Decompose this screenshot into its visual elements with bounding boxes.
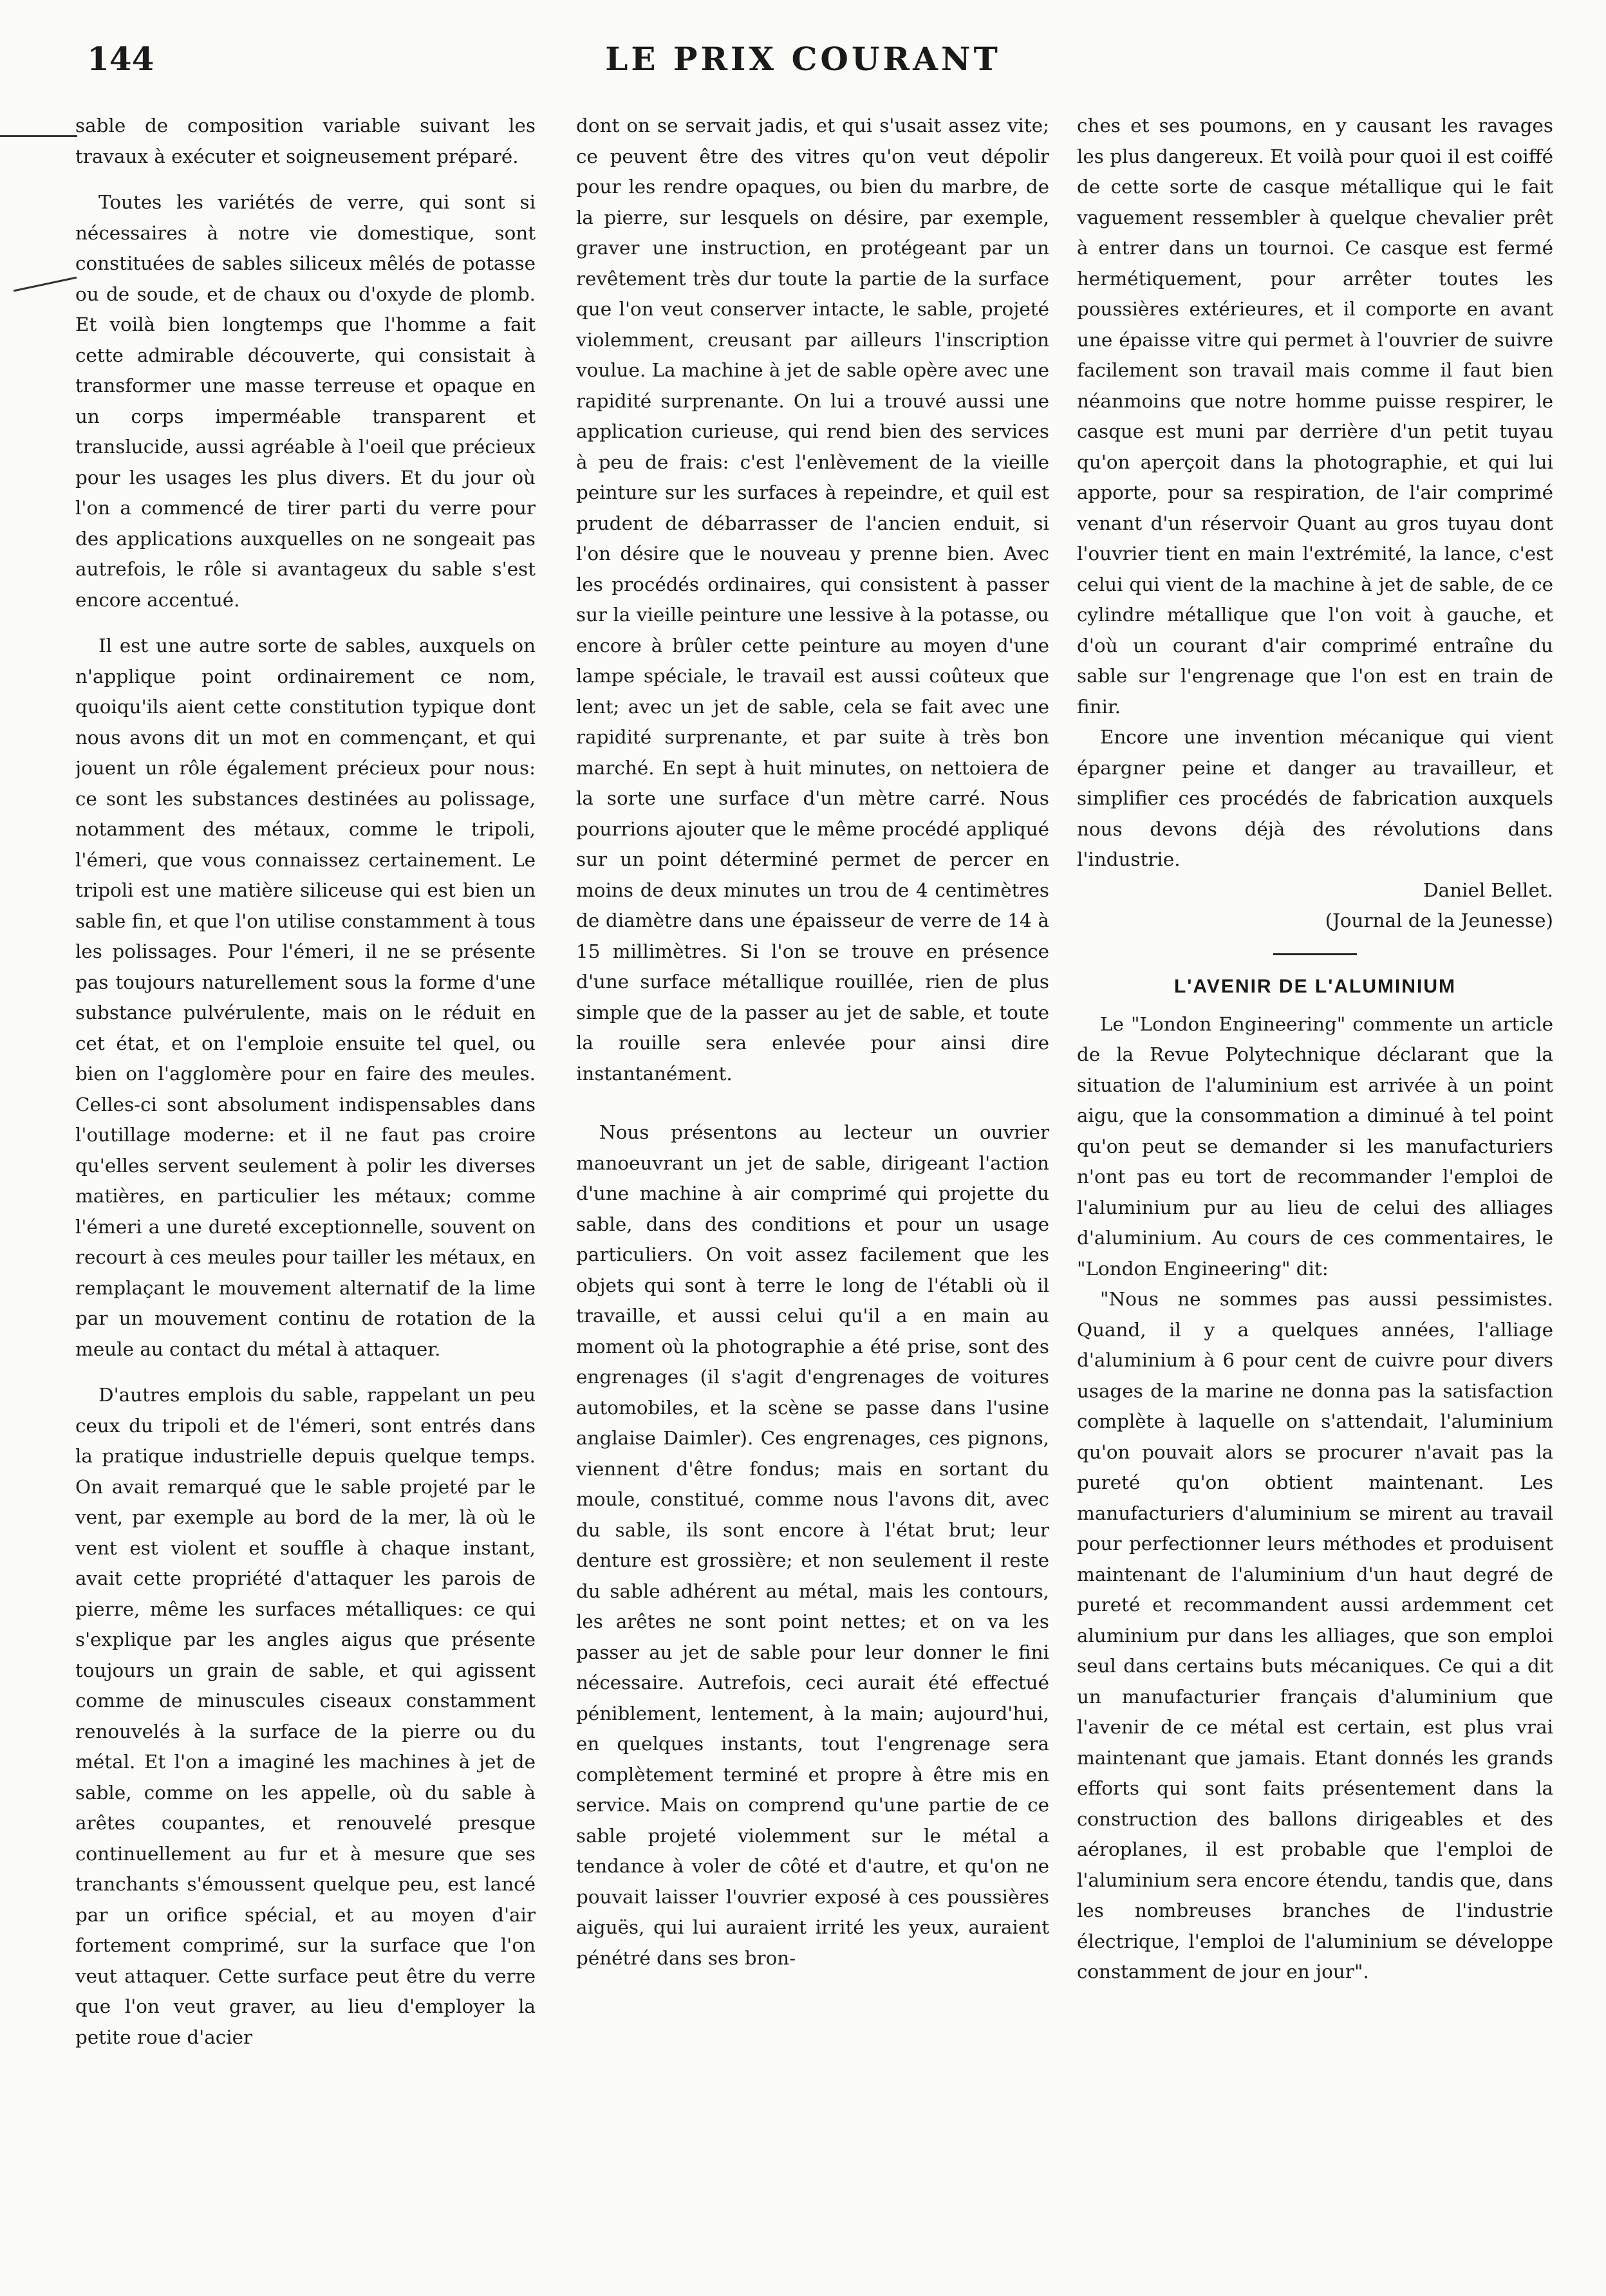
col3-paragraph: Encore une invention mécanique qui vient épargner peine et danger au travailleur, et simplifier ces procédés de fabrication auxquels nous devons déjà des révolutions dans l'industrie. bbox=[1077, 726, 1553, 870]
col1-paragraph: D'autres emplois du sable, rappelant un peu ceux du tripoli et de l'émeri, sont entrés dans la pratique industrielle depuis quelque temps. On avait remarqué que le sable projeté par le vent, par exemple au bord de la mer, là où le vent est violent et souffle à chaque instant, avait cette propriété d'attaquer les parois de pierre, même les surfaces métalliques: ce qui s'explique par les angles aigus que présente toujours un grain de sable, et qui agissent comme de minuscules ciseaux constamment renouvelés à la surface de la pierre ou du métal. Et l'on a imaginé les machines à jet de sable, comme on les appelle, où du sable à arêtes coupantes, et renouvelé presque continuellement au fur et à mesure que ses tranchants s'émoussent quelque peu, est lancé par un orifice spécial, et au moyen d'air fortement comprimé, sur la surface que l'on veut attaquer. Cette surface peut être du verre que l'on veut graver, au lieu d'employer la petite roue d'acier bbox=[75, 1384, 536, 2048]
article-title: L'AVENIR DE L'ALUMINIUM bbox=[1173, 975, 1457, 997]
col3-article2-paragraph: "Nous ne sommes pas aussi pessimistes. Quand, il y a quelques années, l'alliage d'aluminium à 6 pour cent de cuivre pour divers usages de la marine ne donna pas la satisfaction complète à laquelle on s'attendait, l'aluminium qu'on pouvait alors se procurer n'avait pas la pureté qu'on obtient maintenant. Les manufacturiers d'aluminium se mirent au travail pour perfectionner leurs méthodes et produisent maintenant de l'aluminium d'un haut degré de pureté et recommandent aussi ardemment cet aluminium pur dans les alliages, que son emploi seul dans certains buts mécaniques. Ce qui a dit un manufacturier français d'aluminium que l'avenir de ce métal est certain, est plus vrai maintenant que jamais. Etant donnés les grands efforts qui sont faits présentement dans la construction des ballons dirigeables et des aéroplanes, il est probable que l'emploi de l'aluminium sera encore étendu, tandis que, dans les nombreuses branches de l'industrie électrique, l'emploi de l'aluminium se développe constamment de jour en jour". bbox=[1077, 1288, 1553, 1983]
col2-paragraph: dont on se servait jadis, et qui s'usait assez vite; ce peuvent être des vitres qu'on veut dépolir pour les rendre opaques, ou bien du marbre, de la pierre, sur lesquels on désire, par exemple, graver une instruction, en protégeant par un revêtement très dur toute la partie de la surface que l'on veut conserver intacte, le sable, projeté violemment, creusant par ailleurs l'inscription voulue. La machine à jet de sable opère avec une rapidité surprenante. On lui a trouvé aussi une application curieuse, qui rend bien des services à peu de frais: c'est l'enlèvement de la vieille peinture sur les surfaces à repeindre, et quil est prudent de débarrasser de l'ancien enduit, si l'on désire que le nouveau y prenne bien. Avec les procédés ordinaires, qui consistent à passer sur la vieille peinture une lessive à la potasse, ou encore à brûler cette peinture au moyen d'une lampe spéciale, le travail est aussi coûteux que lent; avec un jet de sable, cela se fait avec une rapidité surprenante, et par suite à très bon marché. En sept à huit minutes, on nettoiera de la sorte une surface d'un mètre carré. Nous pourrions ajouter que le même procédé appliqué sur un point déterminé permet de percer en moins de deux minutes un trou de 4 centimètres de diamètre dans une épaisseur de verre de 14 à 15 millimètres. Si l'on se trouve en présence d'une surface métallique rouillée, rien de plus simple que de la passer au jet de sable, et toute la rouille sera enlevée pour ainsi dire instantanément. bbox=[576, 115, 1049, 1085]
running-title: LE PRIX COURANT bbox=[605, 40, 1001, 78]
col1-paragraph: Il est une autre sorte de sables, auxquels on n'applique point ordinairement ce nom, quoiqu'ils aient cette constitution typique dont nous avons dit un mot en commençant, et qui jouent un rôle également précieux pour nous: ce sont les substances destinées au polissage, notamment des métaux, comme le tripoli, l'émeri, que vous connaissez certainement. Le tripoli est une matière siliceuse qui est bien un sable fin, et que l'on utilise constamment à tous les polissages. Pour l'émeri, il ne se présente pas toujours naturellement sous la forme d'une substance pulvérulente, mais on le réduit en cet état, et on l'emploie ensuite tel quel, ou bien on l'agglomère pour en faire des meules. Celles-ci sont absolument indispensables dans l'outillage moderne: et il ne faut pas croire qu'elles servent seulement à polir les diverses matières, en particulier les métaux; comme l'émeri a une dureté exceptionnelle, souvent on recourt à ces meules pour tailler les métaux, en remplaçant le mouvement alternatif de la lime par un mouvement continu de rotation de la meule au contact du métal à attaquer. bbox=[75, 635, 536, 1360]
col3-article2-paragraph: Le "London Engineering" commente un article de la Revue Polytechnique déclarant que la situation de l'aluminium est arrivée à un point aigu, que la consommation a diminué à tel point qu'on peut se demander si les manufacturiers n'ont pas eu tort de recommander l'emploi de l'aluminium pur au lieu de celui des alliages d'aluminium. Au cours de ces commentaires, le "London Engineering" dit: bbox=[1077, 1013, 1553, 1280]
margin-pencil-mark bbox=[0, 135, 77, 137]
col3-paragraph: ches et ses poumons, en y causant les ravages les plus dangereux. Et voilà pour quoi il est coiffé de cette sorte de casque métallique qui le fait vaguement ressembler à quelque chevalier prêt à entrer dans un tournoi. Ce casque est fermé hermétiquement, pour arrêter toutes les poussières extérieures, et il comporte en avant une épaisse vitre qui permet à l'ouvrier de suivre facilement son travail mais comme il faut bien néanmoins que notre homme puisse respirer, le casque est muni par derrière d'un petit tuyau qu'on aperçoit dans la photographie, et qui lui apporte, pour sa respiration, de l'air comprimé venant d'un réservoir Quant au gros tuyau dont l'ouvrier tient en main l'extrémité, la lance, c'est celui qui vient de la machine à jet de sable, de ce cylindre métallique que l'on voit à gauche, et d'où un courant d'air comprimé entraîne du sable sur l'engrenage que l'on est en train de finir. bbox=[1077, 115, 1553, 718]
column-2 bbox=[576, 111, 1049, 2273]
margin-pencil-mark-2 bbox=[14, 277, 77, 292]
column-1 bbox=[75, 111, 536, 2273]
col1-paragraph: Toutes les variétés de verre, qui sont si nécessaires à notre vie domestique, sont constituées de sables siliceux mêlés de potasse ou de soude, et de chaux ou d'oxyde de plomb. Et voilà bien longtemps que l'homme a fait cette admirable découverte, qui consistait à transformer une masse terreuse et opaque en un corps imperméable transparent et translucide, aussi agréable à l'oeil que précieux pour les usages les plus divers. Et du jour où l'on a commencé de tirer parti du verre pour des applications auxquelles on ne songeait pas autrefois, le rôle si avantageux du sable s'est encore accentué. bbox=[75, 191, 536, 611]
column-3 bbox=[1077, 111, 1553, 2273]
author-signature: Daniel Bellet. bbox=[1423, 879, 1553, 901]
page-number: 144 bbox=[87, 40, 154, 78]
section-divider bbox=[1273, 953, 1357, 955]
page-header bbox=[0, 0, 1606, 97]
col2-paragraph: Nous présentons au lecteur un ouvrier manoeuvrant un jet de sable, dirigeant l'action d'une machine à air comprimé qui projette du sable, dans des conditions et pour un usage particuliers. On voit assez facilement que les objets qui sont à terre le long de l'établi où il travaille, et aussi celui qu'il a en main au moment où la photographie a été prise, sont des engrenages (il s'agit d'engrenages de voitures automobiles, et la scène se passe dans l'usine anglaise Daimler). Ces engrenages, ces pignons, viennent d'être fondus; mais en sortant du moule, constitué, comme nous l'avons dit, avec du sable, ils sont encore à l'état brut; leur denture est grossière; et non seulement il reste du sable adhérent au métal, mais les contours, les arêtes ne sont point nettes; et on va les passer au jet de sable pour leur donner le fini nécessaire. Autrefois, ceci aurait été effectué péniblement, lentement, à la main; aujourd'hui, en quelques instants, tout l'engrenage sera complètement terminé et propre à être mis en service. Mais on comprend qu'une partie de ce sable projeté violemment sur le métal a tendance à voler de côté et d'autre, et qu'on ne pouvait laisser l'ouvrier exposé à ces poussières aiguës, qui lui auraient irrité les yeux, auraient pénétré dans ses bron- bbox=[576, 1121, 1049, 1969]
col1-paragraph: sable de composition variable suivant les travaux à exécuter et soigneusement préparé. bbox=[75, 115, 536, 167]
source-credit: (Journal de la Jeunesse) bbox=[1325, 910, 1553, 931]
